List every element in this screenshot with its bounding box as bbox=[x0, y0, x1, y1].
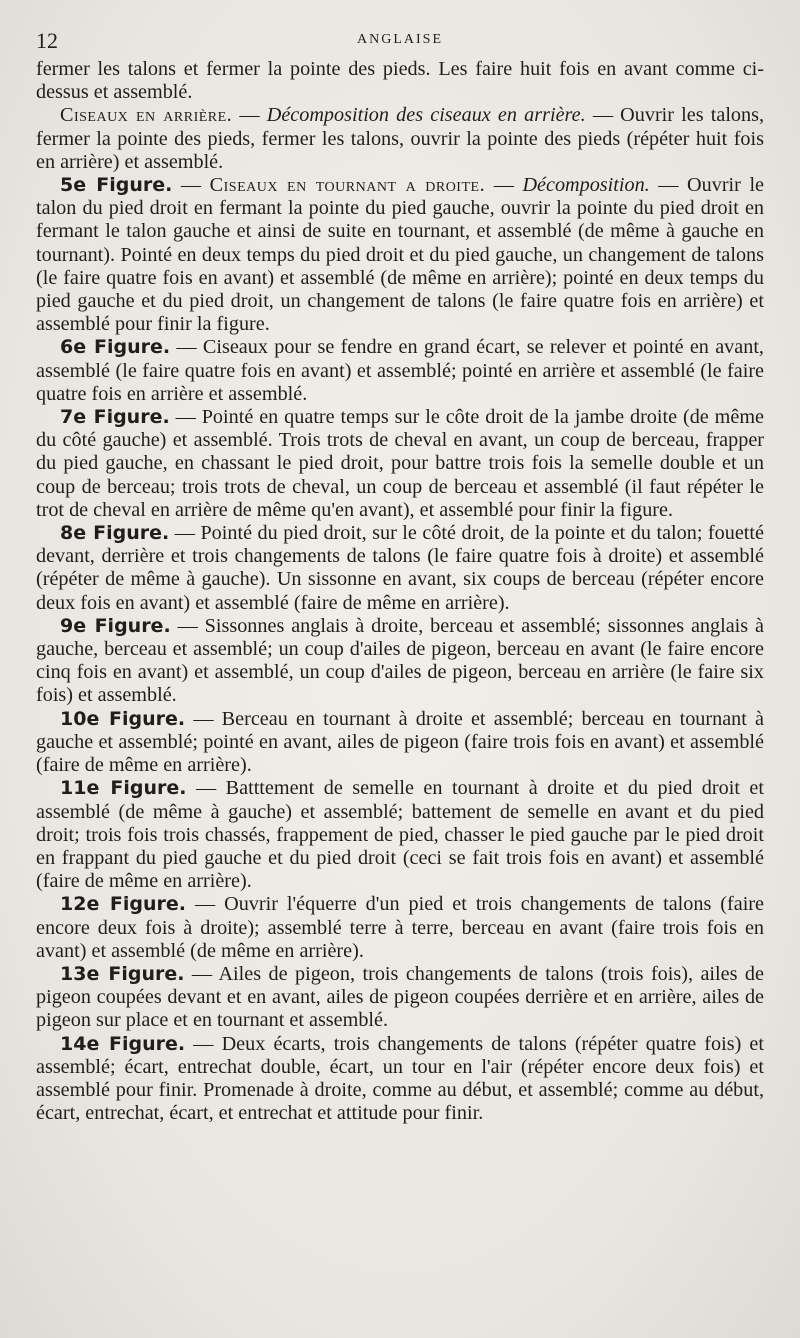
figure-heading: 14e Figure. bbox=[60, 1032, 186, 1055]
figure-heading: 11e Figure. bbox=[60, 777, 187, 800]
figure-paragraph bbox=[36, 174, 764, 336]
italic-text: Décomposition. bbox=[522, 174, 650, 197]
figure-paragraph bbox=[36, 893, 764, 963]
figure-paragraph bbox=[36, 1033, 764, 1126]
figure-paragraph bbox=[36, 963, 764, 1033]
body-text-run: — Ouvrir les talons, fermer la pointe des pieds, fermer les talons, ouvrir la pointe des pieds (répéter huit fois en arrière) et assemblé. bbox=[36, 104, 765, 173]
figure-heading: 10e Figure. bbox=[60, 707, 186, 730]
figure-heading: 9e Figure. bbox=[60, 614, 171, 637]
figure-paragraph bbox=[36, 708, 764, 778]
section-heading: Ciseaux en tournant a droite. bbox=[209, 174, 486, 197]
figure-paragraph bbox=[36, 336, 764, 406]
body-text-run: — Ouvrir le talon du pied droit en fermant la pointe du pied gauche, ouvrir la pointe du pied droit en fermant le talon gauche et ainsi de suite en tournant, et assemblé (de même à gauche en tournant). Pointé en deux temps du pied droit et du pied gauche, un changement de talons (le faire quatre fois en avant) et assemblé (de même en arrière); pointé en deux temps du pied gauche et du pied droit, un changement de talons (le faire quatre fois en arrière) et assemblé pour finir la figure. bbox=[36, 174, 765, 336]
body-text-run: — bbox=[232, 104, 267, 127]
body-text-run: — Pointé en quatre temps sur le côte droit de la jambe droite (de même du côté gauche) et assemblé. Trois trots de cheval en avant, un coup de berceau, frapper du pied gauche, en chassant le pied droit, pour battre trois fois la semelle double et un coup de berceau; trois trots de cheval, un coup de berceau et assemblé (il faut répéter le trot de cheval en arrière de même qu'en avant), et assemblé pour finir la figure. bbox=[36, 406, 764, 521]
section-heading: Ciseaux en arrière. bbox=[60, 104, 233, 127]
body-text-run: — Ouvrir l'équerre d'un pied et trois changements de talons (faire encore deux fois à droite); assemblé terre à terre, berceau en avant (faire trois fois en avant) et assemblé (de même en arrière). bbox=[36, 893, 764, 962]
figure-paragraph bbox=[36, 777, 764, 893]
body-text-run: — Ailes de pigeon, trois changements de talons (trois fois), ailes de pigeon coupées devant et en avant, ailes de pigeon coupées derrière et en arrière, ailes de pigeon sur place et en tournant et assemblé. bbox=[36, 962, 764, 1032]
figure-heading: 7e Figure. bbox=[60, 406, 170, 429]
body-text-run: — Sissonnes anglais à droite, berceau et assemblé; sissonnes anglais à gauche, berceau et assemblé; un coup d'ailes de pigeon, berceau en avant (le faire encore cinq fois en avant) et assemblé, un coup d'ailes de pigeon, berceau en arrière (le faire six fois) et assemblé. bbox=[36, 614, 764, 707]
figure-paragraph bbox=[36, 522, 764, 615]
body-text-run: — Deux écarts, trois changements de talons (répéter quatre fois) et assemblé; écart, entrechat double, écart, un tour en l'air (répéter encore deux fois) et assemblé pour finir. Promenade à droite, comme au début, et assemblé; comme au début, écart, entrechat, écart, et entrechat et attitude pour finir. bbox=[36, 1032, 764, 1125]
body-text-run: — bbox=[172, 174, 210, 197]
text-paragraph bbox=[36, 58, 764, 104]
figure-heading: 13e Figure. bbox=[60, 962, 185, 985]
text-paragraph bbox=[36, 104, 764, 174]
body-text-run: — Ciseaux pour se fendre en grand écart, se relever et pointé en avant, assemblé (le faire quatre fois en avant) et assemblé; pointé en arrière et assemblé (le faire quatre fois en arrière et assemblé. bbox=[36, 336, 764, 405]
figure-paragraph bbox=[36, 615, 764, 708]
body-text-run: — Pointé du pied droit, sur le côté droit, de la pointe et du talon; fouetté devant, derrière et trois changements de talons (le faire quatre fois à droite) et assemblé (répéter de même à gauche). Un sissonne en avant, six coups de berceau (répéter encore deux fois en avant) et assemblé (faire de même en arrière). bbox=[36, 522, 764, 614]
body-text-run: fermer les talons et fermer la pointe des pieds. Les faire huit fois en avant comme ci-dessus et assemblé. bbox=[36, 58, 764, 104]
figure-heading: 5e Figure. bbox=[60, 174, 173, 197]
body-text-run: — Batttement de semelle en tournant à droite et du pied droit et assemblé (de même à gauche) et assemblé; battement de semelle en avant et du pied droit; trois fois trois chassés, frappement de pied, chasser le pied gauche par le pied droit en frappant du pied gauche et du pied droit (ceci se fait trois fois en avant) et assemblé (faire de même en arrière). bbox=[36, 777, 764, 893]
italic-text: Décomposition des ciseaux en arrière. bbox=[266, 104, 586, 127]
figure-heading: 6e Figure. bbox=[60, 336, 171, 359]
page-number: 12 bbox=[36, 28, 58, 53]
body-text bbox=[36, 58, 764, 1125]
figure-paragraph bbox=[36, 406, 764, 522]
figure-heading: 8e Figure. bbox=[60, 522, 170, 545]
running-title: ANGLAISE bbox=[357, 32, 443, 47]
body-text-run: — bbox=[485, 174, 523, 197]
running-head bbox=[36, 24, 764, 54]
figure-heading: 12e Figure. bbox=[60, 893, 186, 916]
body-text-run: — Berceau en tournant à droite et assemblé; berceau en tournant à gauche et assemblé; pointé en avant, ailes de pigeon (faire trois fois en avant) et assemblé (faire de même en arrière). bbox=[36, 707, 764, 777]
